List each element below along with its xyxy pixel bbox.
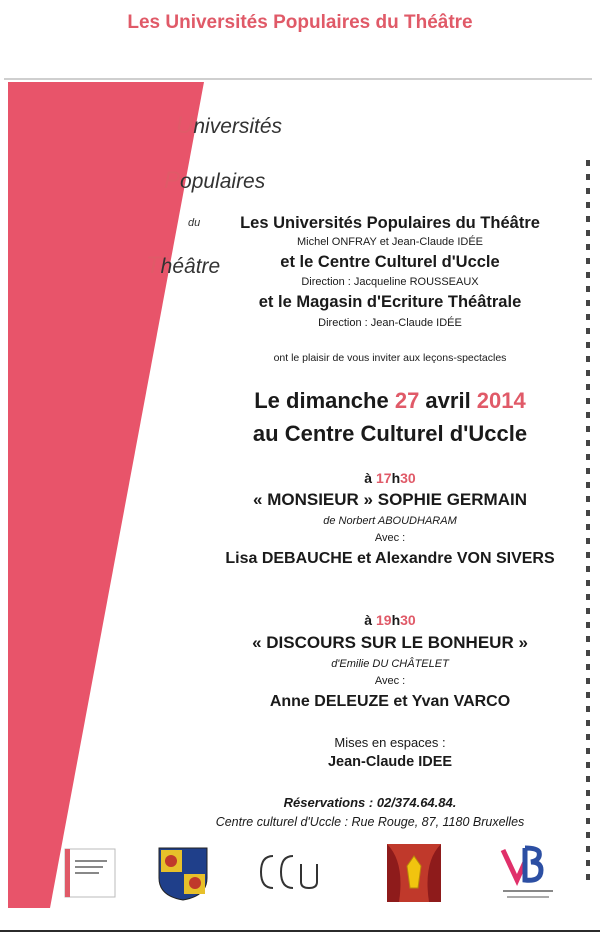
show1-with: Avec :	[374, 532, 406, 544]
organizer-line-2: et le Centre Culturel d'Uccle	[280, 253, 500, 271]
show2-title: « DISCOURS SUR LE BONHEUR »	[252, 633, 528, 652]
organizer-line-2-sub: Direction : Jacqueline ROUSSEAUX	[301, 276, 479, 288]
organizer-line-3-sub: Direction : Jean-Claude IDÉE	[318, 317, 462, 329]
logo-populaires: Populaires	[164, 167, 266, 194]
theatre-curtain-icon	[385, 842, 443, 904]
logo-universites: Universités	[176, 112, 283, 139]
show1-title: « MONSIEUR » SOPHIE GERMAIN	[253, 490, 527, 509]
ccu-logo-icon	[255, 850, 325, 896]
staging-name: Jean-Claude IDEE	[327, 754, 453, 770]
federation-wb-logo-icon	[495, 840, 561, 904]
organizer-line-1: Les Universités Populaires du Théâtre	[240, 214, 540, 232]
reservations-phone: Réservations : 02/374.64.84.	[283, 795, 457, 810]
logo-theatre: Théâtre	[146, 252, 221, 279]
reservations-address: Centre culturel d'Uccle : Rue Rouge, 87, 1180 Bruxelles	[215, 815, 525, 829]
event-venue: au Centre Culturel d'Uccle	[252, 421, 528, 446]
coat-of-arms-icon	[155, 844, 211, 902]
staging-label: Mises en espaces :	[334, 735, 446, 750]
show1-time: à 17h30	[364, 470, 416, 486]
show2-cast: Anne DELEUZE et Yvan VARCO	[269, 693, 511, 710]
show2-with: Avec :	[374, 675, 406, 687]
show2-time: à 19h30	[364, 612, 416, 628]
organizer-line-1-sub: Michel ONFRAY et Jean-Claude IDÉE	[296, 236, 484, 248]
partner-logos	[55, 838, 565, 908]
booklet-logo-icon	[63, 846, 117, 900]
invitation-text: ont le plaisir de vous inviter aux leçons-spectacles	[273, 352, 507, 364]
page-title: Les Universités Populaires du Théâtre	[127, 12, 473, 33]
show1-author: de Norbert ABOUDHARAM	[323, 515, 457, 527]
show1-cast: Lisa DEBAUCHE et Alexandre VON SIVERS	[225, 550, 555, 567]
logo-du: du	[188, 217, 201, 229]
organizer-line-3: et le Magasin d'Ecriture Théâtrale	[258, 293, 522, 311]
event-date: Le dimanche 27 avril 2014	[254, 388, 526, 413]
show2-author: d'Emilie DU CHÂTELET	[331, 658, 449, 670]
